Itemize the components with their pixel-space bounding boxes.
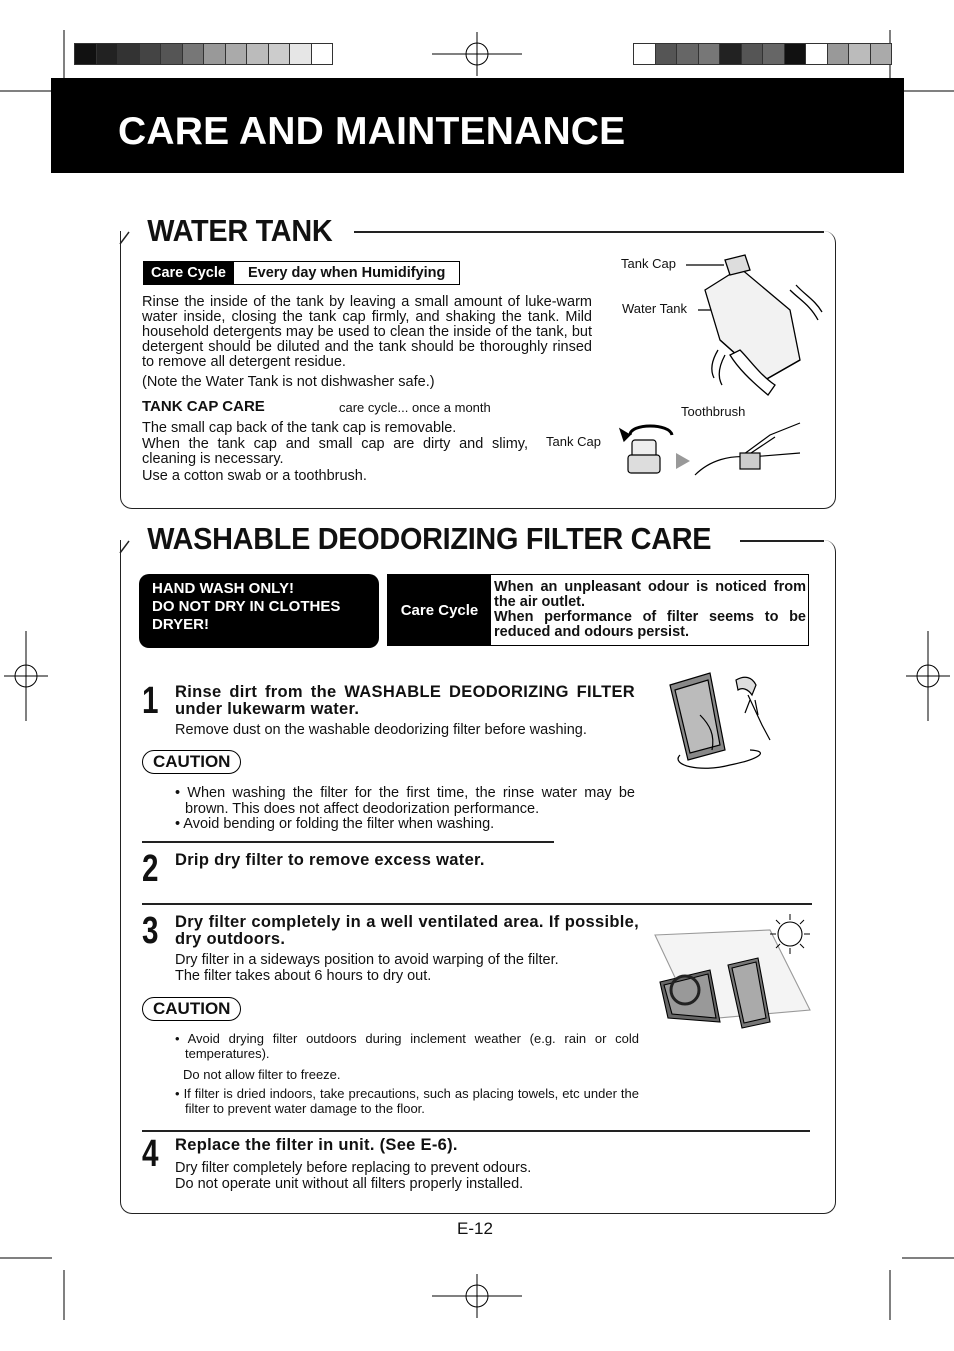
- label-tank-cap-bottom: Tank Cap: [546, 434, 601, 449]
- dry-filter-illustration: [650, 910, 815, 1035]
- tank-cap-care-cycle: care cycle... once a month: [339, 400, 491, 415]
- color-swatch: [74, 43, 97, 65]
- caution-item: • Avoid bending or folding the filter when washing.: [175, 816, 495, 832]
- color-swatch: [289, 43, 312, 65]
- divider: [142, 1130, 810, 1132]
- hand-wash-line: DRYER!: [152, 616, 209, 633]
- step-title: Rinse dirt from the WASHABLE DEODORIZING FILTER under lukewarm water.: [175, 683, 635, 718]
- color-bar-left: [75, 43, 333, 65]
- caution-item: • Avoid drying filter outdoors during inclement weather (e.g. rain or cold temperatures).: [175, 1031, 639, 1061]
- tank-cap-line-3: Use a cotton swab or a toothbrush.: [142, 468, 367, 484]
- step-text: Do not operate unit without all filters properly installed.: [175, 1176, 524, 1192]
- water-tank-body: Rinse the inside of the tank by leaving a small amount of luke-warm water inside, closing the tank cap firmly, and shaking the tank. Mild household detergents may be used to clean the inside of the tank, but detergent should be diluted and the tank should be thoroughly rinsed to remove all detergent residue.: [142, 294, 592, 370]
- color-swatch: [268, 43, 291, 65]
- label-tank-cap-top: Tank Cap: [621, 256, 676, 271]
- care-cycle-label: Care Cycle: [388, 575, 491, 645]
- color-swatch: [182, 43, 205, 65]
- color-bar-right: [634, 43, 892, 65]
- label-toothbrush: Toothbrush: [681, 404, 746, 419]
- caution-item: • If filter is dried indoors, take precautions, such as placing towels, etc under the filter to prevent water damage to the floor.: [175, 1086, 639, 1116]
- color-swatch: [848, 43, 871, 65]
- color-swatch: [827, 43, 850, 65]
- caution-badge: CAUTION: [142, 750, 241, 774]
- care-cycle-line: When an unpleasant odour is noticed from the air outlet.: [494, 579, 806, 610]
- step-title: Replace the filter in unit. (See E-6).: [175, 1136, 458, 1154]
- frame-corner: [118, 540, 130, 554]
- section-heading-filter-care: WASHABLE DEODORIZING FILTER CARE: [138, 521, 719, 557]
- step-number: 1: [142, 680, 159, 722]
- water-tank-note: (Note the Water Tank is not dishwasher safe.): [142, 374, 435, 390]
- color-swatch: [676, 43, 699, 65]
- color-swatch: [741, 43, 764, 65]
- color-swatch: [719, 43, 742, 65]
- page-number: E-12: [457, 1219, 493, 1238]
- care-cycle-line: When performance of filter seems to be reduced and odours persist.: [494, 609, 806, 640]
- color-swatch: [203, 43, 226, 65]
- filter-care-cycle-box: [387, 574, 809, 646]
- color-swatch: [805, 43, 828, 65]
- caution-list: [175, 1031, 639, 1116]
- heading-rule: [740, 540, 824, 542]
- color-swatch: [117, 43, 140, 65]
- tank-cap-line-2: When the tank cap and small cap are dirty and slimy, cleaning is necessary.: [142, 436, 528, 467]
- frame-corner: [118, 231, 130, 245]
- tank-cap-care-title: TANK CAP CARE: [142, 398, 265, 415]
- caution-list: [175, 786, 635, 833]
- step-number: 4: [142, 1133, 159, 1175]
- heading-rule: [354, 231, 824, 233]
- divider: [142, 903, 812, 905]
- hand-wash-line: HAND WASH ONLY!: [152, 580, 294, 597]
- color-swatch: [698, 43, 721, 65]
- care-cycle-tag: [143, 261, 460, 285]
- step-number: 3: [142, 910, 159, 952]
- color-swatch: [633, 43, 656, 65]
- step-text: Dry filter in a sideways position to avoid warping of the filter.: [175, 952, 559, 968]
- color-swatch: [784, 43, 807, 65]
- step-title: Drip dry filter to remove excess water.: [175, 851, 485, 869]
- divider: [142, 841, 554, 843]
- caution-item: Do not allow filter to freeze.: [183, 1067, 341, 1082]
- color-swatch: [870, 43, 893, 65]
- step-text: Dry filter completely before replacing to prevent odours.: [175, 1160, 532, 1176]
- caution-badge: CAUTION: [142, 997, 241, 1021]
- care-cycle-label: Care Cycle: [143, 261, 234, 285]
- color-swatch: [311, 43, 334, 65]
- rinse-filter-illustration: [660, 655, 790, 775]
- page-title: CARE AND MAINTENANCE: [118, 110, 626, 153]
- color-swatch: [655, 43, 678, 65]
- label-water-tank: Water Tank: [622, 301, 688, 316]
- care-cycle-value: [491, 575, 808, 645]
- step-text: The filter takes about 6 hours to dry out.: [175, 968, 432, 984]
- color-swatch: [139, 43, 162, 65]
- hand-wash-line: DO NOT DRY IN CLOTHES: [152, 598, 341, 615]
- step-title: Dry filter completely in a well ventilated area. If possible, dry outdoors.: [175, 913, 639, 948]
- hand-wash-warning: [139, 574, 379, 648]
- color-swatch: [160, 43, 183, 65]
- step-number: 2: [142, 848, 159, 890]
- care-cycle-value: Every day when Humidifying: [234, 261, 460, 285]
- section-heading-water-tank: WATER TANK: [138, 213, 340, 249]
- color-swatch: [762, 43, 785, 65]
- step-text: Remove dust on the washable deodorizing filter before washing.: [175, 722, 587, 738]
- tank-cap-line-1: The small cap back of the tank cap is removable.: [142, 420, 457, 436]
- water-tank-illustration: [600, 250, 830, 495]
- color-swatch: [225, 43, 248, 65]
- color-swatch: [96, 43, 119, 65]
- caution-item: • When washing the filter for the first time, the rinse water may be brown. This does not affect deodorization performance.: [175, 785, 635, 817]
- color-swatch: [246, 43, 269, 65]
